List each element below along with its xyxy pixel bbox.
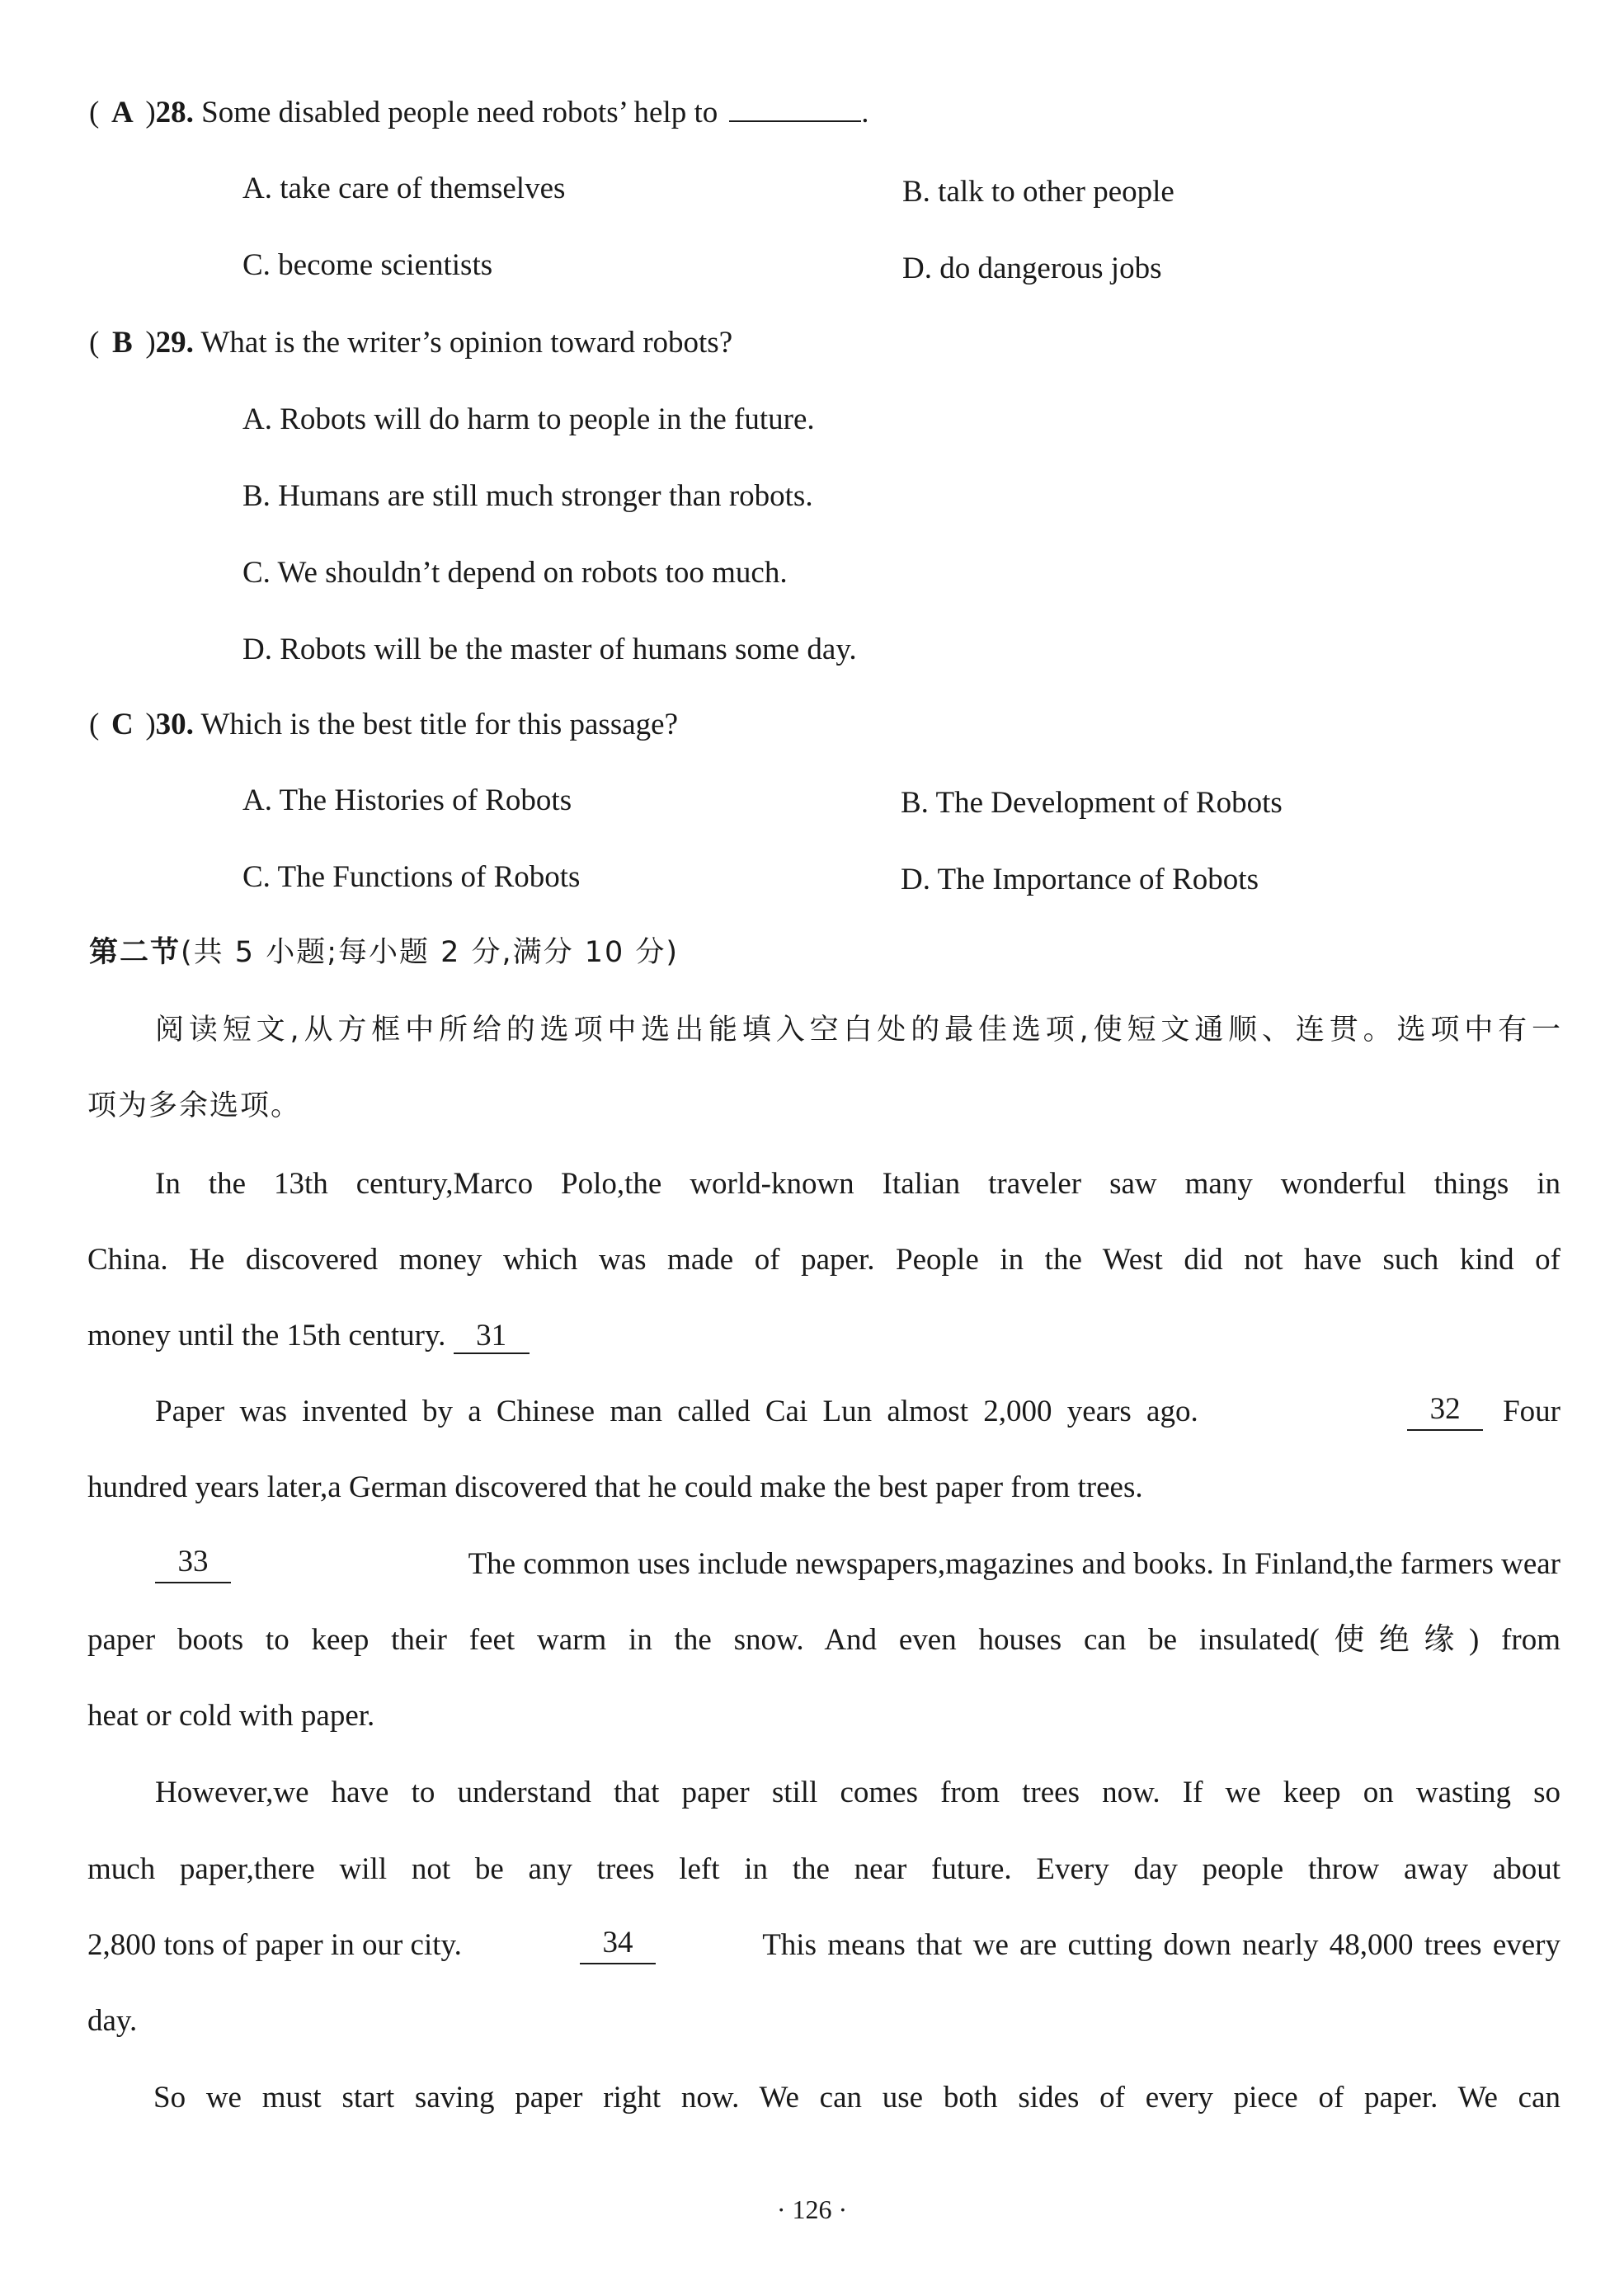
passage-p3-line1-text: The common uses include newspapers,magazines and books. In Finland,the farmers wear <box>468 1547 1560 1581</box>
passage-p2-line1-text: Paper was invented by a Chinese man called Cai Lun almost 2,000 years ago. <box>155 1395 1198 1428</box>
blank-34[interactable]: 34 <box>580 1926 656 1964</box>
q30-answer: C <box>111 708 134 741</box>
q28-stem: Some disabled people need robots’ help to <box>201 96 718 129</box>
passage-p4-line3-text-a: 2,800 tons of paper in our city. <box>87 1928 462 1962</box>
passage-p1-line3-text: money until the 15th century. <box>87 1319 446 1352</box>
section-instruction-line2: 项为多余选项。 <box>87 1089 302 1122</box>
section-heading <box>89 934 679 971</box>
q30-close-paren: ) <box>145 708 156 741</box>
q28-answer: A <box>111 96 134 129</box>
q29-stem: What is the writer’s opinion toward robots? <box>200 326 733 360</box>
q29-option-b: B. Humans are still much stronger than robots. <box>242 479 813 513</box>
q30-option-c: C. The Functions of Robots <box>242 860 581 894</box>
passage-p1-line1: In the 13th century,Marco Polo,the world-known Italian traveler saw many wonderful things in <box>155 1167 1560 1201</box>
q28-option-b: B. talk to other people <box>902 175 1174 209</box>
q28-option-a: A. take care of themselves <box>242 172 566 205</box>
passage-p5-line1: So we must start saving paper right now. We can use both sides of every piece of paper. We can <box>153 2081 1560 2115</box>
passage-p2-line1-end: Four <box>1503 1395 1560 1428</box>
q28-option-c: C. become scientists <box>242 248 493 282</box>
passage-p4-line3 <box>87 1926 1560 1964</box>
q30-number: 30. <box>155 708 194 741</box>
q28-option-d: D. do dangerous jobs <box>902 252 1162 285</box>
section-instruction-line1: 阅读短文,从方框中所给的选项中选出能填入空白处的最佳选项,使短文通顺、连贯。选项中有一 <box>155 1014 1562 1047</box>
passage-p4-line1: However,we have to understand that paper still comes from trees now. If we keep on wasting so <box>155 1776 1560 1809</box>
blank-33[interactable]: 33 <box>155 1545 231 1583</box>
q29-option-d: D. Robots will be the master of humans some day. <box>242 633 857 666</box>
q28-number: 28. <box>155 96 194 129</box>
passage-p4-line2: much paper,there will not be any trees left in the near future. Every day people throw away about <box>87 1852 1560 1886</box>
q28-end: . <box>861 96 869 129</box>
q30-option-b: B. The Development of Robots <box>901 786 1283 820</box>
passage-p4-line3-text-b: This means that we are cutting down nearly 48,000 trees every <box>762 1928 1560 1962</box>
blank-32[interactable]: 32 <box>1407 1393 1483 1431</box>
question-29 <box>89 324 732 362</box>
passage-p1-line2: China. He discovered money which was made of paper. People in the West did not have such kind of <box>87 1243 1560 1277</box>
q30-option-d: D. The Importance of Robots <box>901 863 1259 896</box>
q29-option-c: C. We shouldn’t depend on robots too much. <box>242 556 788 590</box>
q29-number: 29. <box>155 326 194 360</box>
q29-open-paren: ( <box>89 326 100 360</box>
passage-p1-line3 <box>87 1317 530 1355</box>
page-number: · 126 · <box>776 2195 848 2224</box>
question-28 <box>89 92 869 132</box>
passage-p3-line1 <box>155 1545 1560 1583</box>
passage-p4-line4: day. <box>87 2004 138 2038</box>
q28-close-paren: ) <box>145 96 156 129</box>
section-title: 第二节 <box>89 936 181 969</box>
passage-p3-line2: paper boots to keep their feet warm in the snow. And even houses can be insulated(使绝缘) from <box>87 1623 1560 1657</box>
q30-option-a: A. The Histories of Robots <box>242 783 572 817</box>
blank-31[interactable]: 31 <box>454 1320 530 1354</box>
question-30 <box>89 706 678 744</box>
q29-close-paren: ) <box>145 326 156 360</box>
q30-stem: Which is the best title for this passage? <box>200 708 678 741</box>
q29-option-a: A. Robots will do harm to people in the future. <box>242 402 815 436</box>
passage-p2-line2: hundred years later,a German discovered that he could make the best paper from trees. <box>87 1470 1143 1504</box>
section-title-rest: (共 5 小题;每小题 2 分,满分 10 分) <box>181 936 680 969</box>
q29-answer: B <box>111 326 133 360</box>
passage-p2-line1 <box>155 1393 1560 1431</box>
q28-blank <box>729 92 861 122</box>
q28-open-paren: ( <box>89 96 100 129</box>
q30-open-paren: ( <box>89 708 100 741</box>
passage-p3-line3: heat or cold with paper. <box>87 1699 375 1733</box>
